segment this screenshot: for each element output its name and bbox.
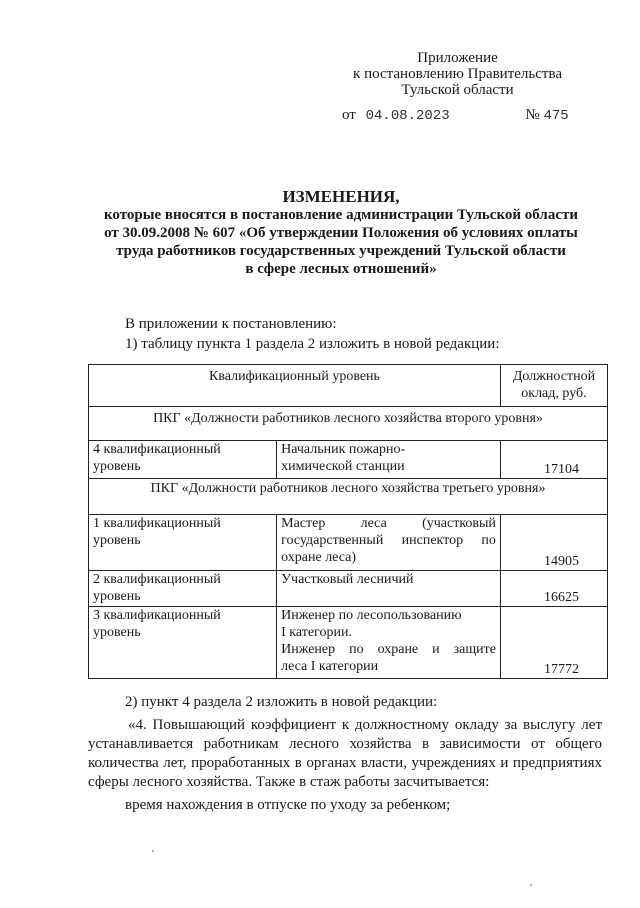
table-row — [89, 515, 608, 571]
heading-line: от 30.09.2008 № 607 «Об утверждении Положения об условиях оплаты — [104, 225, 578, 241]
number-label: № — [525, 107, 540, 123]
table-header-row — [89, 365, 608, 407]
group-row — [89, 479, 608, 515]
intro-line-1: В приложении к постановлению: — [125, 316, 337, 332]
position-cell: Начальник пожарно- химической станции — [277, 441, 501, 479]
salary-cell: 17772 — [500, 607, 607, 679]
heading-title: ИЗМЕНЕНИЯ, — [282, 187, 400, 206]
document-number: 475 — [543, 108, 569, 124]
point-2-line: 2) пункт 4 раздела 2 изложить в новой редакции: — [125, 694, 438, 710]
level-cell: 4 квалификационный уровень — [89, 441, 277, 479]
intro-line-2: 1) таблицу пункта 1 раздела 2 изложить в новой редакции: — [125, 336, 500, 352]
date-number-line — [342, 107, 569, 124]
position-cell: Мастер леса (участковый государственный инспектор по охране леса) — [277, 515, 501, 571]
table-row — [89, 607, 608, 679]
salary-cell: 14905 — [500, 515, 607, 571]
salary-cell: 16625 — [500, 571, 607, 607]
heading-line: труда работников государственных учреждений Тульской области — [116, 243, 566, 259]
appendix-line-2: к постановлению Правительства — [353, 66, 562, 82]
group-row — [89, 407, 608, 441]
position-cell: Участковый лесничий — [277, 571, 501, 607]
document-heading — [80, 188, 602, 278]
salary-cell: 17104 — [500, 441, 607, 479]
group-2-title: ПКГ «Должности работников лесного хозяйства второго уровня» — [89, 407, 608, 441]
appendix-line-1: Приложение — [417, 50, 498, 66]
position-cell: Инженер по лесопользованию I категории. Инженер по охране и защите леса I категории — [277, 607, 501, 679]
table-row — [89, 571, 608, 607]
document-date: 04.08.2023 — [365, 108, 450, 124]
table-row — [89, 441, 608, 479]
point-2-paragraph — [88, 716, 602, 792]
heading-line: которые вносятся в постановление администрации Тульской области — [103, 207, 578, 223]
level-cell: 1 квалификационный уровень — [89, 515, 277, 571]
scan-speck — [152, 850, 154, 852]
appendix-block — [353, 50, 562, 98]
header-salary-cell: Должностной оклад, руб. — [500, 365, 607, 407]
level-cell: 3 квалификационный уровень — [89, 607, 277, 679]
from-label: от — [342, 107, 356, 123]
scan-speck — [530, 884, 532, 886]
point-2-last-line: время нахождения в отпуске по уходу за ребенком; — [125, 797, 451, 813]
header-level-cell: Квалификационный уровень — [89, 365, 501, 407]
salary-table — [88, 364, 608, 679]
heading-line: в сфере лесных отношений» — [245, 261, 437, 277]
level-cell: 2 квалификационный уровень — [89, 571, 277, 607]
appendix-line-3: Тульской области — [401, 82, 514, 98]
group-3-title: ПКГ «Должности работников лесного хозяйства третьего уровня» — [89, 479, 608, 515]
point-2-text: «4. Повышающий коэффициент к должностному окладу за выслугу лет устанавливается работникам лесного хозяйства в зависимости от общего количества лет, проработанных в органах власти, учреждениях и предприятиях сферы лесного хозяйства. Также в стаж работы засчитывается: — [88, 717, 602, 790]
